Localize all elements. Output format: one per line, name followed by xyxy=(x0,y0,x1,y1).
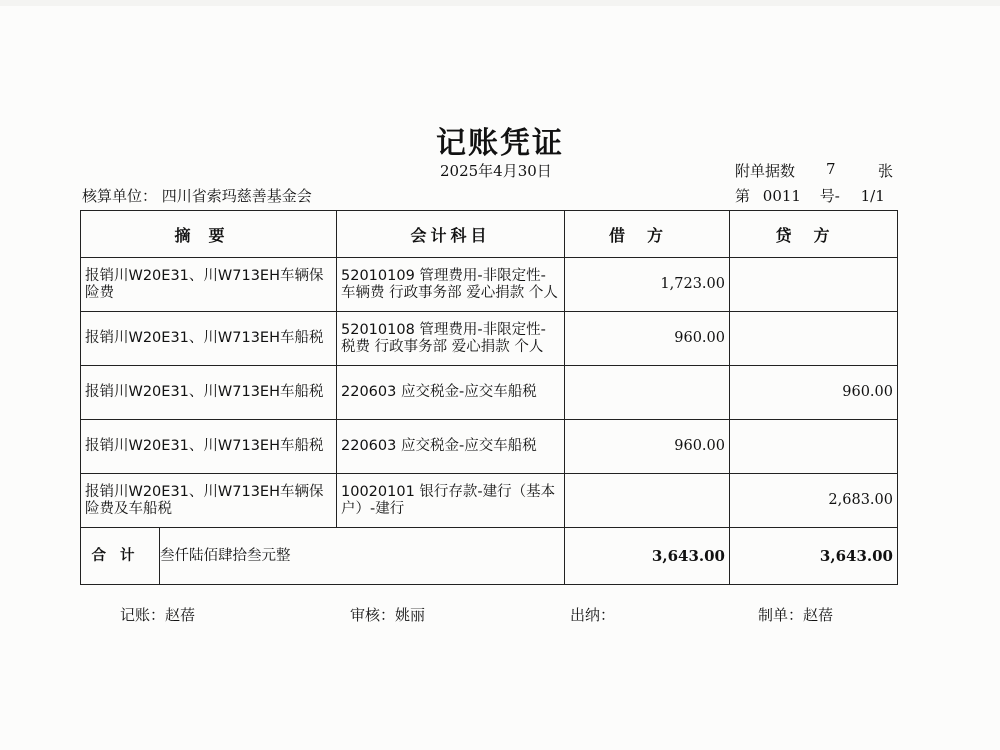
total-cell xyxy=(81,528,565,585)
row-account: 52010108 管理费用-非限定性-税费 行政事务部 爱心捐款 个人 xyxy=(337,312,565,366)
row-summary: 报销川W20E31、川W713EH车船税 xyxy=(81,420,337,474)
row-account: 10020101 银行存款-建行（基本户）-建行 xyxy=(337,474,565,528)
accounting-unit xyxy=(82,185,312,206)
total-amount-words: 叁仟陆佰肆拾叁元整 xyxy=(160,547,291,564)
signature-bookkeeper: 记账：赵蓓 xyxy=(120,606,196,624)
unit-name: 四川省索玛慈善基金会 xyxy=(161,187,312,205)
attachments-label: 附单据数 xyxy=(735,162,796,180)
row-summary: 报销川W20E31、川W713EH车辆保险费 xyxy=(81,258,337,312)
row-credit xyxy=(730,258,898,312)
row-account: 52010109 管理费用-非限定性-车辆费 行政事务部 爱心捐款 个人 xyxy=(337,258,565,312)
header-credit: 贷方 xyxy=(730,211,898,258)
table-header-row xyxy=(81,211,898,258)
row-credit: 960.00 xyxy=(730,366,898,420)
voucher-no-suffix: 号- xyxy=(819,187,840,205)
header-account: 会计科目 xyxy=(337,211,565,258)
table-row xyxy=(81,312,898,366)
table-row xyxy=(81,420,898,474)
row-credit: 2,683.00 xyxy=(730,474,898,528)
row-summary: 报销川W20E31、川W713EH车船税 xyxy=(81,312,337,366)
total-credit: 3,643.00 xyxy=(730,528,898,585)
total-debit: 3,643.00 xyxy=(565,528,730,585)
total-row xyxy=(81,528,898,585)
header-summary: 摘要 xyxy=(81,211,337,258)
table-row xyxy=(81,366,898,420)
signature-preparer: 制单：赵蓓 xyxy=(758,606,834,624)
signature-cashier: 出纳： xyxy=(570,606,616,624)
header-debit: 借方 xyxy=(565,211,730,258)
voucher-number xyxy=(735,185,885,206)
voucher-date: 2025年4月30日 xyxy=(440,162,552,180)
row-account: 220603 应交税金-应交车船税 xyxy=(337,366,565,420)
voucher-title: 记账凭证 xyxy=(436,126,564,161)
total-label: 合计 xyxy=(81,528,160,584)
voucher-no: 0011 xyxy=(762,187,801,205)
voucher-page: 1/1 xyxy=(860,187,885,205)
row-credit xyxy=(730,312,898,366)
table-row xyxy=(81,258,898,312)
row-summary: 报销川W20E31、川W713EH车辆保险费及车船税 xyxy=(81,474,337,528)
table-row xyxy=(81,474,898,528)
row-account: 220603 应交税金-应交车船税 xyxy=(337,420,565,474)
row-credit xyxy=(730,420,898,474)
row-summary: 报销川W20E31、川W713EH车船税 xyxy=(81,366,337,420)
signature-reviewer: 审核：姚丽 xyxy=(350,606,426,624)
attachments-unit: 张 xyxy=(878,162,894,180)
row-debit xyxy=(565,366,730,420)
voucher-no-prefix: 第 xyxy=(735,187,751,205)
row-debit: 960.00 xyxy=(565,420,730,474)
row-debit: 1,723.00 xyxy=(565,258,730,312)
row-debit: 960.00 xyxy=(565,312,730,366)
attachments-count: 7 xyxy=(826,160,836,178)
voucher-paper xyxy=(0,6,1000,750)
unit-label: 核算单位： xyxy=(82,187,158,205)
voucher-table xyxy=(80,210,898,585)
row-debit xyxy=(565,474,730,528)
